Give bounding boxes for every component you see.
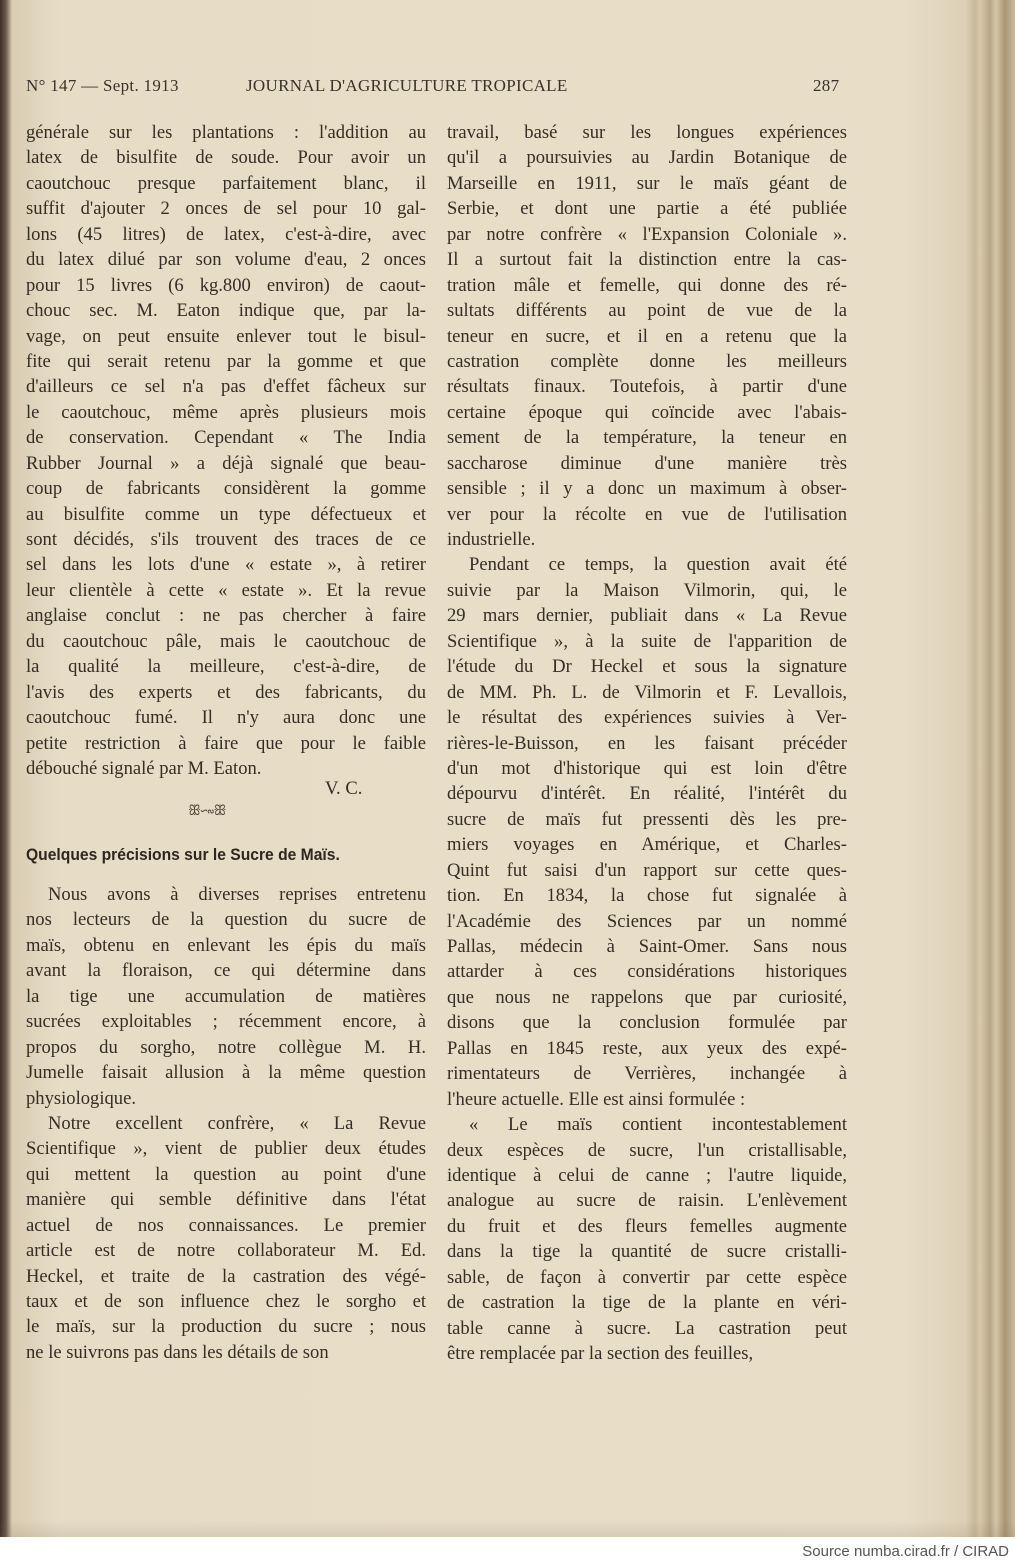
text-line: 29 mars dernier, publiait dans « La Revue bbox=[447, 605, 847, 627]
text-line: dépourvu d'intérêt. En réalité, l'intérêt du bbox=[447, 783, 847, 805]
text-line: caoutchouc fumé. Il n'y aura donc une bbox=[26, 707, 426, 729]
text-line: caoutchouc presque parfaitement blanc, il bbox=[26, 172, 426, 194]
text-line: de MM. Ph. L. de Vilmorin et F. Levallois, bbox=[447, 681, 847, 703]
text-line: chouc sec. M. Eaton indique que, par la- bbox=[26, 300, 426, 322]
text-line: petite restriction à faire que pour le faible bbox=[26, 732, 426, 754]
text-line: industrielle. bbox=[447, 529, 536, 550]
text-line: au bisulfite comme un type défectueux et bbox=[26, 503, 426, 525]
text-line: coup de fabricants considèrent la gomme bbox=[26, 478, 426, 500]
text-line: disons que la conclusion formulée par bbox=[447, 1012, 847, 1034]
text-line: du caoutchouc pâle, mais le caoutchouc de bbox=[26, 630, 426, 652]
text-line: lons (45 litres) de latex, c'est-à-dire, avec bbox=[26, 223, 426, 245]
text-line: miers voyages en Amérique, et Charles- bbox=[447, 834, 847, 856]
text-line: débouché signalé par M. Eaton. bbox=[26, 757, 262, 779]
text-line: générale sur les plantations : l'addition au bbox=[26, 122, 426, 143]
text-line: suivie par la Maison Vilmorin, qui, le bbox=[447, 579, 847, 601]
text-line: vage, on peut ensuite enlever tout le bisul- bbox=[26, 325, 426, 347]
text-line: actuel de nos connaissances. Le premier bbox=[26, 1214, 426, 1236]
header-journal-title: JOURNAL D'AGRICULTURE TROPICALE bbox=[246, 76, 568, 95]
text-line: « Le maïs contient incontestablement bbox=[469, 1114, 847, 1136]
text-line: sement de la température, la teneur en bbox=[447, 427, 847, 449]
text-line: dans la tige la quantité de sucre cristalli- bbox=[447, 1241, 847, 1263]
text-line: la qualité la meilleure, c'est-à-dire, de bbox=[26, 656, 426, 678]
text-line: attarder à ces considérations historiques bbox=[447, 961, 847, 983]
text-line: avant la floraison, ce qui détermine dans bbox=[26, 960, 426, 982]
text-line: Quint fut saisi d'un rapport sur cette ques- bbox=[447, 859, 847, 881]
page-edge-shadow bbox=[0, 1520, 1015, 1537]
text-line: tion. En 1834, la chose fut signalée à bbox=[447, 885, 847, 907]
text-line: Pendant ce temps, la question avait été bbox=[469, 554, 847, 576]
text-line: la tige une accumulation de matières bbox=[26, 985, 426, 1007]
text-line: identique à celui de canne ; l'autre liquide, bbox=[447, 1164, 847, 1186]
text-line: l'avis des experts et des fabricants, du bbox=[26, 681, 426, 703]
author-signature: V. C. bbox=[325, 778, 363, 799]
text-line: deux espèces de sucre, l'un cristallisable, bbox=[447, 1139, 847, 1161]
text-line: d'un mot d'historique qui est loin d'être bbox=[447, 757, 847, 779]
text-line: taux et de son influence chez le sorgho et bbox=[26, 1291, 426, 1312]
text-line: par notre confrère « l'Expansion Coloniale ». bbox=[447, 223, 847, 245]
text-line: sucre de maïs fut pressenti dès les pre- bbox=[447, 808, 847, 830]
source-credit: Source numba.cirad.fr / CIRAD bbox=[802, 1543, 1009, 1560]
text-line: certaine époque qui coïncide avec l'abais- bbox=[447, 401, 847, 423]
text-line: fite qui serait retenu par la gomme et que bbox=[26, 350, 426, 372]
text-line: qui mettent la question au point d'une bbox=[26, 1163, 426, 1185]
header-issue: N° 147 — Sept. 1913 bbox=[26, 76, 179, 95]
header-page-number: 287 bbox=[813, 76, 840, 95]
text-line: du fruit et des fleurs femelles augmente bbox=[447, 1215, 847, 1237]
text-line: résultats finaux. Toutefois, à partir d'une bbox=[447, 376, 847, 398]
text-line: l'étude du Dr Heckel et sous la signature bbox=[447, 656, 847, 678]
text-line: Pallas, médecin à Saint-Omer. Sans nous bbox=[447, 936, 847, 957]
text-line: analogue au sucre de raisin. L'enlèvement bbox=[447, 1190, 847, 1212]
text-line: propos du sorgho, notre collègue M. H. bbox=[26, 1036, 426, 1058]
text-line: Jumelle faisait allusion à la même question bbox=[26, 1062, 426, 1084]
text-line: suffit d'ajouter 2 onces de sel pour 10 gal- bbox=[26, 198, 426, 220]
text-line: leur clientèle à cette « estate ». Et la revue bbox=[26, 579, 426, 601]
section-ornament: ꕥ∽∾ꕥ bbox=[188, 804, 226, 819]
text-line: Rubber Journal » a déjà signalé que beau- bbox=[26, 452, 426, 474]
text-line: Heckel, et traite de la castration des végé- bbox=[26, 1265, 426, 1287]
text-line: de conservation. Cependant « The India bbox=[26, 427, 426, 449]
text-line: Il a surtout fait la distinction entre la cas- bbox=[447, 249, 847, 271]
text-line: tration mâle et femelle, qui donne des ré- bbox=[447, 274, 847, 296]
text-line: table canne à sucre. La castration peut bbox=[447, 1317, 847, 1339]
left-column-part1 bbox=[26, 120, 426, 781]
text-line: du latex dilué par son volume d'eau, 2 onces bbox=[26, 249, 426, 271]
text-line: Notre excellent confrère, « La Revue bbox=[48, 1112, 426, 1134]
text-line: l'heure actuelle. Elle est ainsi formulée : bbox=[447, 1088, 746, 1110]
text-line: de castration la tige de la plante en véri- bbox=[447, 1292, 847, 1314]
text-line: teneur en sucre, et il en a retenu que la bbox=[447, 325, 847, 347]
text-line: l'Académie des Sciences par un nommé bbox=[447, 910, 847, 932]
text-line: article est de notre collaborateur M. Ed. bbox=[26, 1240, 426, 1262]
text-line: le résultat des expériences suivies à Ver- bbox=[447, 707, 847, 729]
text-line: d'ailleurs ce sel n'a pas d'effet fâcheux sur bbox=[26, 376, 426, 398]
text-line: maïs, obtenu en enlevant les épis du maïs bbox=[26, 934, 426, 956]
text-line: castration complète donne les meilleurs bbox=[447, 350, 847, 372]
text-line: sable, de façon à convertir par cette espèce bbox=[447, 1266, 847, 1288]
text-line: ver pour la récolte en vue de l'utilisation bbox=[447, 503, 847, 525]
text-line: pour 15 livres (6 kg.800 environ) de caout- bbox=[26, 274, 426, 296]
text-line: le maïs, sur la production du sucre ; nous bbox=[26, 1316, 426, 1338]
text-line: sultats différents au point de vue de la bbox=[447, 300, 847, 322]
text-line: rimentateurs de Verrières, inchangée à bbox=[447, 1063, 847, 1085]
text-line: Nous avons à diverses reprises entretenu bbox=[48, 884, 426, 905]
text-line: Pallas en 1845 reste, aux yeux des expé- bbox=[447, 1037, 847, 1059]
text-line: que nous ne rappelons que par curiosité, bbox=[447, 986, 847, 1008]
text-line: travail, basé sur les longues expériences bbox=[447, 122, 847, 143]
text-line: anglaise conclut : ne pas chercher à faire bbox=[26, 605, 426, 627]
text-line: Marseille en 1911, sur le maïs géant de bbox=[447, 172, 847, 194]
right-column bbox=[447, 120, 847, 1366]
text-line: latex de bisulfite de soude. Pour avoir un bbox=[26, 147, 426, 169]
text-line: saccharose diminue d'une manière très bbox=[447, 452, 847, 474]
text-line: sont décidés, s'ils trouvent des traces de ce bbox=[26, 529, 426, 550]
text-line: être remplacée par la section des feuilles, bbox=[447, 1343, 754, 1364]
text-line: qu'il a poursuivies au Jardin Botanique de bbox=[447, 147, 847, 169]
article-heading: Quelques précisions sur le Sucre de Maïs. bbox=[26, 845, 340, 864]
text-line: sensible ; il y a donc un maximum à obser- bbox=[447, 478, 847, 500]
text-line: Scientifique », vient de publier deux études bbox=[26, 1138, 426, 1160]
text-line: Scientifique », à la suite de l'apparition de bbox=[447, 630, 847, 652]
text-line: manière qui semble définitive dans l'état bbox=[26, 1189, 426, 1211]
text-line: ne le suivrons pas dans les détails de son bbox=[26, 1341, 329, 1363]
text-line: sel dans les lots d'une « estate », à retirer bbox=[26, 554, 426, 576]
text-line: Serbie, et dont une partie a été publiée bbox=[447, 198, 847, 220]
text-line: sucrées exploitables ; récemment encore, à bbox=[26, 1011, 426, 1033]
text-line: physiologique. bbox=[26, 1087, 137, 1109]
left-column-part2 bbox=[26, 882, 426, 1365]
text-line: rières-le-Buisson, en les faisant précéder bbox=[447, 732, 847, 754]
text-line: le caoutchouc, même après plusieurs mois bbox=[26, 401, 426, 423]
text-line: nos lecteurs de la question du sucre de bbox=[26, 909, 426, 931]
